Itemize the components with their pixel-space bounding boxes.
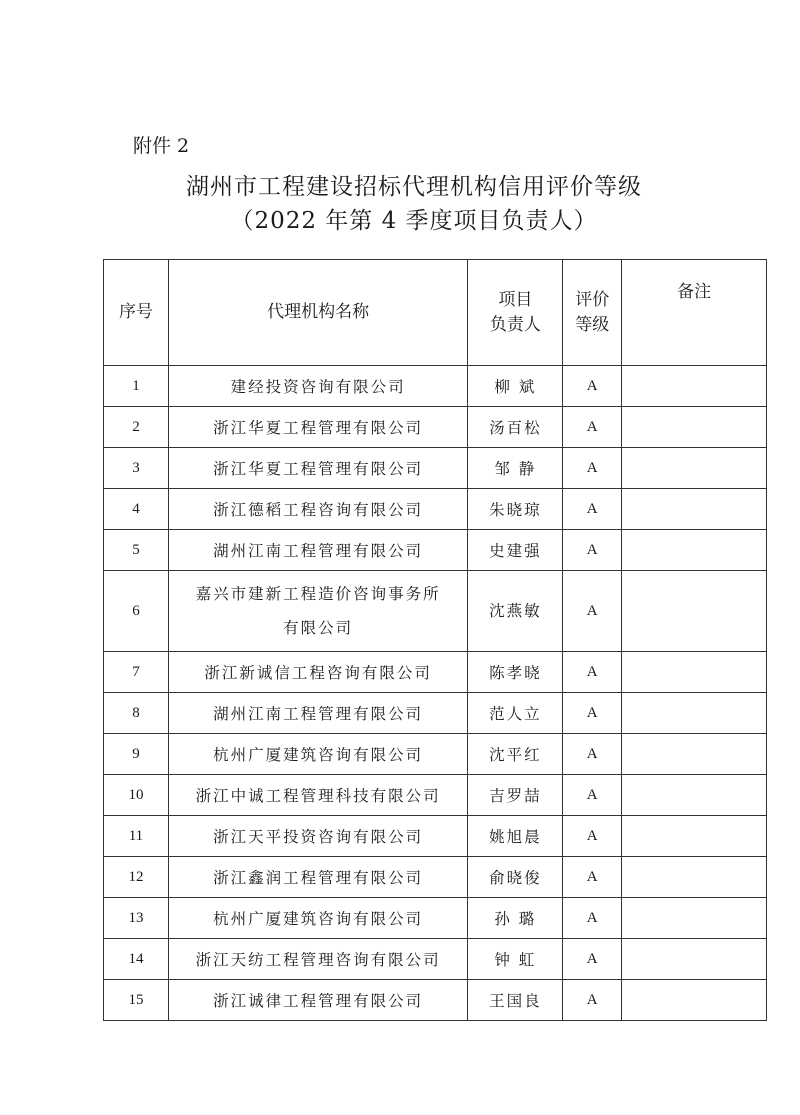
- agency-cell: 浙江中诚工程管理科技有限公司: [168, 775, 468, 816]
- grade-cell: A: [563, 734, 622, 775]
- table-row: [104, 489, 767, 530]
- remarks-cell: [622, 652, 767, 693]
- person-cell: 王国良: [468, 980, 563, 1021]
- agency-cell: 浙江华夏工程管理有限公司: [168, 407, 468, 448]
- remarks-cell: [622, 857, 767, 898]
- table-row: [104, 530, 767, 571]
- document-title: 湖州市工程建设招标代理机构信用评价等级: [186, 174, 642, 200]
- person-cell: 沈平红: [468, 734, 563, 775]
- remarks-cell: [622, 571, 767, 652]
- agency-cell: 湖州江南工程管理有限公司: [168, 693, 468, 734]
- grade-cell: A: [563, 857, 622, 898]
- remarks-cell: [622, 939, 767, 980]
- person-cell: 孙 璐: [468, 898, 563, 939]
- person-cell: 陈孝晓: [468, 652, 563, 693]
- table-row: [104, 448, 767, 489]
- person-cell: 汤百松: [468, 407, 563, 448]
- person-cell: 朱晓琼: [468, 489, 563, 530]
- header-grade-line2: 等级: [575, 314, 610, 335]
- table-row: [104, 775, 767, 816]
- seq-cell: 12: [104, 857, 169, 898]
- header-remarks: 备注: [622, 260, 767, 366]
- agency-cell: 杭州广厦建筑咨询有限公司: [168, 734, 468, 775]
- remarks-cell: [622, 980, 767, 1021]
- credit-rating-table: [103, 259, 767, 1021]
- grade-cell: A: [563, 693, 622, 734]
- table-row: [104, 857, 767, 898]
- seq-cell: 4: [104, 489, 169, 530]
- person-cell: 俞晓俊: [468, 857, 563, 898]
- table-row: [104, 939, 767, 980]
- seq-cell: 8: [104, 693, 169, 734]
- remarks-cell: [622, 448, 767, 489]
- remarks-cell: [622, 407, 767, 448]
- table-row: [104, 980, 767, 1021]
- grade-cell: A: [563, 816, 622, 857]
- person-cell: 沈燕敏: [468, 571, 563, 652]
- grade-cell: A: [563, 407, 622, 448]
- grade-cell: A: [563, 652, 622, 693]
- person-cell: 吉罗喆: [468, 775, 563, 816]
- grade-cell: A: [563, 898, 622, 939]
- header-grade-line1: 评价: [575, 289, 610, 310]
- remarks-cell: [622, 366, 767, 407]
- attachment-label: 附件 2: [133, 135, 190, 157]
- agency-cell: 浙江新诚信工程咨询有限公司: [168, 652, 468, 693]
- agency-cell: 建经投资咨询有限公司: [168, 366, 468, 407]
- person-cell: 邹 静: [468, 448, 563, 489]
- grade-cell: A: [563, 775, 622, 816]
- agency-cell: 嘉兴市建新工程造价咨询事务所 有限公司: [168, 571, 468, 652]
- header-person: [468, 260, 563, 366]
- agency-cell: 浙江诚律工程管理有限公司: [168, 980, 468, 1021]
- table-row: [104, 693, 767, 734]
- table-row: [104, 734, 767, 775]
- header-agency: 代理机构名称: [168, 260, 468, 366]
- header-person-line1: 项目: [498, 289, 533, 310]
- remarks-cell: [622, 530, 767, 571]
- grade-cell: A: [563, 571, 622, 652]
- agency-cell: 浙江天平投资咨询有限公司: [168, 816, 468, 857]
- remarks-cell: [622, 489, 767, 530]
- person-cell: 史建强: [468, 530, 563, 571]
- table-row: [104, 652, 767, 693]
- seq-cell: 15: [104, 980, 169, 1021]
- seq-cell: 11: [104, 816, 169, 857]
- header-person-line2: 负责人: [489, 314, 541, 335]
- remarks-cell: [622, 734, 767, 775]
- seq-cell: 3: [104, 448, 169, 489]
- agency-cell: 杭州广厦建筑咨询有限公司: [168, 898, 468, 939]
- remarks-cell: [622, 693, 767, 734]
- remarks-cell: [622, 816, 767, 857]
- agency-cell: 浙江鑫润工程管理有限公司: [168, 857, 468, 898]
- agency-cell: 浙江德稻工程咨询有限公司: [168, 489, 468, 530]
- table-row: [104, 407, 767, 448]
- table-row: [104, 898, 767, 939]
- seq-cell: 14: [104, 939, 169, 980]
- grade-cell: A: [563, 489, 622, 530]
- header-seq: 序号: [104, 260, 169, 366]
- person-cell: 姚旭晨: [468, 816, 563, 857]
- grade-cell: A: [563, 366, 622, 407]
- person-cell: 钟 虹: [468, 939, 563, 980]
- header-grade: [563, 260, 622, 366]
- agency-cell: 湖州江南工程管理有限公司: [168, 530, 468, 571]
- grade-cell: A: [563, 448, 622, 489]
- grade-cell: A: [563, 530, 622, 571]
- seq-cell: 5: [104, 530, 169, 571]
- seq-cell: 1: [104, 366, 169, 407]
- grade-cell: A: [563, 939, 622, 980]
- seq-cell: 2: [104, 407, 169, 448]
- person-cell: 柳 斌: [468, 366, 563, 407]
- document-subtitle: （2022 年第 4 季度项目负责人）: [230, 208, 598, 234]
- table-row: [104, 571, 767, 652]
- table-row: [104, 366, 767, 407]
- table-row: [104, 816, 767, 857]
- seq-cell: 6: [104, 571, 169, 652]
- agency-cell: 浙江天纺工程管理咨询有限公司: [168, 939, 468, 980]
- seq-cell: 9: [104, 734, 169, 775]
- person-cell: 范人立: [468, 693, 563, 734]
- seq-cell: 10: [104, 775, 169, 816]
- agency-cell: 浙江华夏工程管理有限公司: [168, 448, 468, 489]
- table-header-row: [104, 260, 767, 366]
- remarks-cell: [622, 898, 767, 939]
- grade-cell: A: [563, 980, 622, 1021]
- seq-cell: 13: [104, 898, 169, 939]
- seq-cell: 7: [104, 652, 169, 693]
- remarks-cell: [622, 775, 767, 816]
